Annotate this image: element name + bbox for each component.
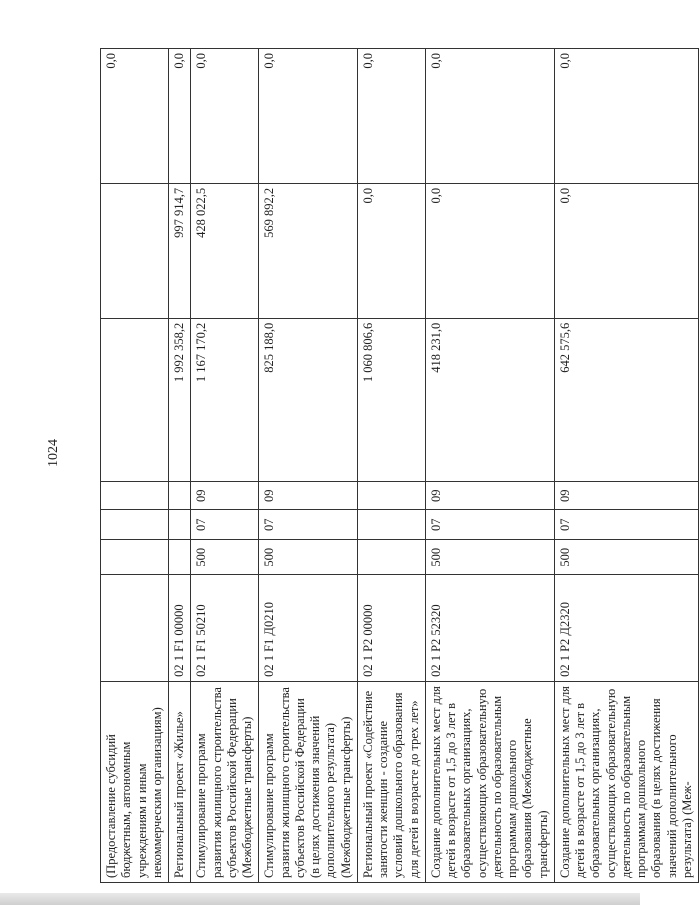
row-amount-3: 0,0 <box>259 49 358 184</box>
row-vr: 500 <box>191 539 259 574</box>
row-vr <box>357 539 425 574</box>
row-vr: 500 <box>259 539 358 574</box>
budget-table-sheet <box>100 48 694 883</box>
table-row <box>554 49 698 883</box>
table-row <box>425 49 554 883</box>
table-row <box>259 49 358 883</box>
row-amount-3: 0,0 <box>169 49 191 184</box>
row-amount-3: 0,0 <box>191 49 259 184</box>
row-code <box>101 575 169 681</box>
row-rz: 07 <box>554 510 698 540</box>
row-amount-3: 0,0 <box>357 49 425 184</box>
row-pr: 09 <box>259 482 358 510</box>
row-amount-3: 0,0 <box>101 49 169 184</box>
row-amount-1: 1 992 358,2 <box>169 318 191 481</box>
row-name: Региональный проект «Жилье» <box>169 681 191 882</box>
row-amount-2: 0,0 <box>425 183 554 318</box>
row-rz <box>357 510 425 540</box>
row-code: 02 1 P2 Д2320 <box>554 575 698 681</box>
row-code: 02 1 F1 00000 <box>169 575 191 681</box>
row-pr <box>169 482 191 510</box>
row-amount-2: 0,0 <box>554 183 698 318</box>
row-amount-1: 418 231,0 <box>425 318 554 481</box>
row-amount-2: 0,0 <box>357 183 425 318</box>
row-vr: 500 <box>425 539 554 574</box>
table-row <box>191 49 259 883</box>
row-name: Стимулирование программ развития жилищного строительства субъектов Российской Федерации (Межбюджетные трансферты) <box>191 681 259 882</box>
row-code: 02 1 F1 Д0210 <box>259 575 358 681</box>
row-amount-1: 1 060 806,6 <box>357 318 425 481</box>
row-amount-3: 0,0 <box>425 49 554 184</box>
row-pr: 09 <box>425 482 554 510</box>
row-amount-2: 997 914,7 <box>169 183 191 318</box>
row-amount-1: 825 188,0 <box>259 318 358 481</box>
row-amount-3: 0,0 <box>554 49 698 184</box>
row-amount-2: 428 022,5 <box>191 183 259 318</box>
row-amount-2 <box>101 183 169 318</box>
row-rz: 07 <box>191 510 259 540</box>
row-amount-2: 569 892,2 <box>259 183 358 318</box>
row-name: Создание дополнительных мест для детей в возрасте от 1,5 до 3 лет в образовательных организациях, осуществляющих образовательную деятельность по образовательным программам дошкольного образования (в целях достижения значений дополнительного результата) (Меж- <box>554 681 698 882</box>
table-row <box>101 49 169 883</box>
table-row <box>357 49 425 883</box>
row-rz <box>169 510 191 540</box>
row-rz: 07 <box>425 510 554 540</box>
row-pr <box>357 482 425 510</box>
row-code: 02 1 P2 52320 <box>425 575 554 681</box>
row-pr: 09 <box>191 482 259 510</box>
budget-table <box>100 48 699 883</box>
row-pr: 09 <box>554 482 698 510</box>
row-vr: 500 <box>554 539 698 574</box>
row-name: Создание дополнительных мест для детей в возрасте от 1,5 до 3 лет в образовательных организациях, осуществляющих образовательную деятельность по образовательным программам дошкольного образования (Межбюджетные трансферты) <box>425 681 554 882</box>
row-amount-1: 642 575,6 <box>554 318 698 481</box>
row-rz <box>101 510 169 540</box>
row-rz: 07 <box>259 510 358 540</box>
row-amount-1: 1 167 170,2 <box>191 318 259 481</box>
table-row <box>169 49 191 883</box>
row-code: 02 1 P2 00000 <box>357 575 425 681</box>
row-amount-1 <box>101 318 169 481</box>
row-name: Региональный проект «Содействие занятости женщин - создание условий дошкольного образования для детей в возрасте до трех лет» <box>357 681 425 882</box>
page-number: 1024 <box>46 439 61 467</box>
row-name: (Предоставление субсидий бюджетным, автономным учреждениям и иным некоммерческим организациям) <box>101 681 169 882</box>
page-bottom-edge <box>0 893 640 905</box>
row-name: Стимулирование программ развития жилищного строительства субъектов Российской Федерации (в целях достижения значений дополнительного результата) (Межбюджетные трансферты) <box>259 681 358 882</box>
row-vr <box>169 539 191 574</box>
row-vr <box>101 539 169 574</box>
row-code: 02 1 F1 50210 <box>191 575 259 681</box>
row-pr <box>101 482 169 510</box>
